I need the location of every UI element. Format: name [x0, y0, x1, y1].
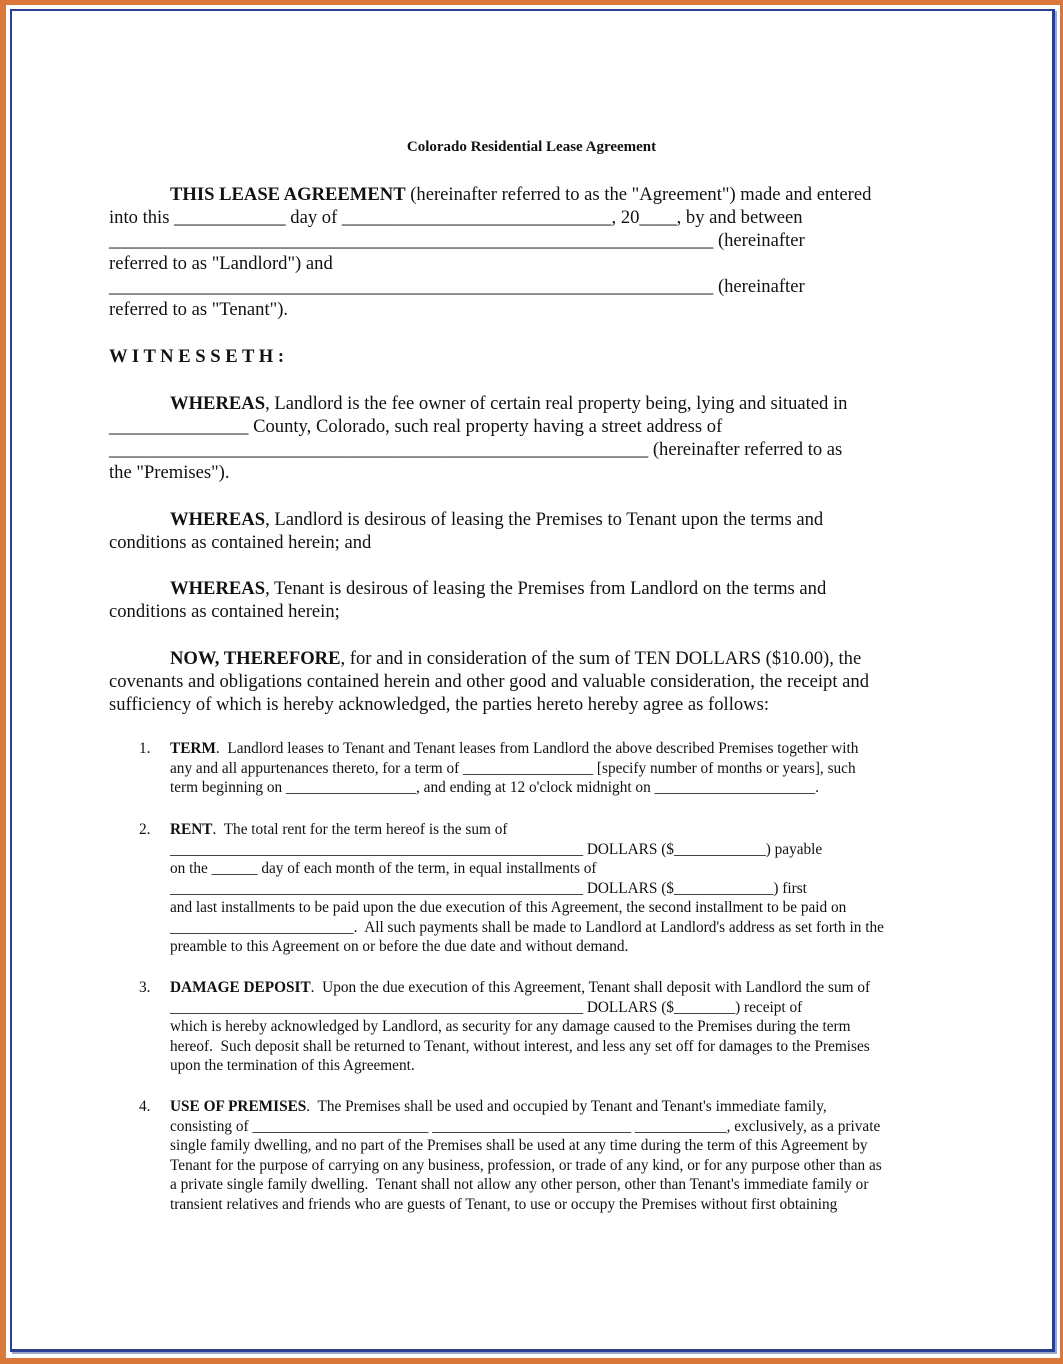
- section-line: transient relatives and friends who are guests of Tenant, to use or occupy the Premises without first obtaining: [170, 1195, 838, 1213]
- intro-line-1: THIS LEASE AGREEMENT (hereinafter referred to as the "Agreement") made and entered: [170, 184, 872, 205]
- now-therefore-line-1: NOW, THEREFORE, for and in consideration of the sum of TEN DOLLARS ($10.00), the: [170, 648, 862, 669]
- intro-line-3: _________________________________________________________________ (hereinafter: [109, 230, 805, 251]
- whereas2-line-1: WHEREAS, Landlord is desirous of leasing the Premises to Tenant upon the terms and: [170, 509, 824, 530]
- section-line: hereof. Such deposit shall be returned to Tenant, without interest, and less any set off for damages to the Premises: [170, 1037, 870, 1055]
- whereas1-line-4: the "Premises").: [109, 462, 230, 483]
- section-line: any and all appurtenances thereto, for a term of _________________ [specify number of months or years], such: [170, 759, 856, 777]
- intro-line-5: _________________________________________________________________ (hereinafter: [109, 276, 805, 297]
- section-number: 4.: [139, 1098, 151, 1115]
- section-line: which is hereby acknowledged by Landlord, as security for any damage caused to the Premises during the term: [170, 1018, 851, 1035]
- section-line: term beginning on _________________, and ending at 12 o'clock midnight on _____________________.: [170, 779, 819, 796]
- section-line: ________________________. All such payments shall be made to Landlord at Landlord's address as set forth in the: [170, 918, 884, 936]
- section-number: 2.: [139, 821, 151, 838]
- section-line-1: TERM. Landlord leases to Tenant and Tenant leases from Landlord the above described Premises together with: [170, 740, 859, 757]
- whereas2-line-2: conditions as contained herein; and: [109, 532, 372, 553]
- section-line: Tenant for the purpose of carrying on any business, profession, or trade of any kind, or for any purpose other than as: [170, 1156, 882, 1174]
- whereas1-line-1: WHEREAS, Landlord is the fee owner of certain real property being, lying and situated in: [170, 393, 848, 414]
- now-therefore-line-3: sufficiency of which is hereby acknowledged, the parties hereto hereby agree as follows:: [109, 694, 770, 715]
- now-therefore-line-2: covenants and obligations contained herein and other good and valuable consideration, the receipt and: [109, 671, 870, 692]
- whereas1-line-2: _______________ County, Colorado, such real property having a street address of: [109, 416, 723, 437]
- section-line: ______________________________________________________ DOLLARS ($________) receipt of: [170, 998, 803, 1016]
- section-line: preamble to this Agreement on or before the due date and without demand.: [170, 938, 629, 955]
- section-line: consisting of _______________________ __________________________ ____________, exclusively, as a private: [170, 1117, 881, 1135]
- section-line: single family dwelling, and no part of the Premises shall be used at any time during the term of this Agreement by: [170, 1137, 868, 1154]
- section-line: ______________________________________________________ DOLLARS ($____________) payable: [170, 840, 823, 858]
- intro-line-6: referred to as "Tenant").: [109, 299, 289, 320]
- section-number: 3.: [139, 979, 151, 996]
- section-line-1: RENT. The total rent for the term hereof is the sum of: [170, 821, 508, 838]
- section-line-1: DAMAGE DEPOSIT. Upon the due execution of this Agreement, Tenant shall deposit with Landlord the sum of: [170, 979, 871, 996]
- section-line: and last installments to be paid upon the due execution of this Agreement, the second installment to be paid on: [170, 899, 847, 916]
- section-line: on the ______ day of each month of the term, in equal installments of: [170, 860, 597, 877]
- section-number: 1.: [139, 740, 151, 757]
- witnesseth-heading: W I T N E S S E T H :: [109, 346, 285, 367]
- section-line-1: USE OF PREMISES. The Premises shall be used and occupied by Tenant and Tenant's immediate family,: [170, 1098, 827, 1115]
- whereas3-line-2: conditions as contained herein;: [109, 601, 340, 622]
- document-title: Colorado Residential Lease Agreement: [406, 139, 657, 155]
- whereas3-line-1: WHEREAS, Tenant is desirous of leasing the Premises from Landlord on the terms and: [170, 578, 827, 599]
- whereas1-line-3: __________________________________________________________ (hereinafter referred to as: [109, 439, 843, 460]
- section-line: ______________________________________________________ DOLLARS ($_____________) first: [170, 879, 807, 897]
- intro-line-4: referred to as "Landlord") and: [109, 253, 333, 274]
- section-line: upon the termination of this Agreement.: [170, 1057, 415, 1074]
- section-line: a private single family dwelling. Tenant shall not allow any other person, other than Tenant's immediate family or: [170, 1176, 869, 1193]
- intro-line-2: into this ____________ day of _____________________________, 20____, by and between: [109, 207, 803, 228]
